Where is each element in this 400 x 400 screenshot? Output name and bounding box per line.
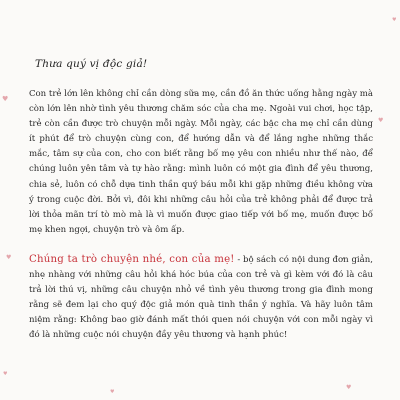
book-title-highlight: Chúng ta trò chuyện nhé, con của mẹ!	[29, 253, 235, 265]
intro-paragraph: Con trẻ lớn lên không chỉ cần dòng sữa mẹ, cần đồ ăn thức uống hằng ngày mà còn lớn lên nhờ tình yêu thương chăm sóc của cha mẹ. Ngoài vui chơi, học tập, trẻ còn cần được trò chuyện mỗi ngày. Mỗi ngày, các bậc cha mẹ chỉ cần dùng ít phút để trò chuyện cùng con, để hướng dẫn và để lắng nghe những thắc mắc, tâm sự của con, cho con biết rằng bố mẹ yêu con nhiều như thế nào, để chúng luôn yên tâm và tự hào rằng: mình luôn có một gia đình để yêu thương, chia sẻ, luôn có chỗ dựa tinh thần quý báu mỗi khi gặp những điều không vừa ý trong cuộc đời. Bởi vì, đôi khi những câu hỏi của trẻ không phải để được trả lời thỏa mãn trí tò mò mà là vì muốn được giao tiếp với bố mẹ, muốn được bố mẹ khen ngợi, chuyện trò và ôm ấp.	[29, 89, 373, 235]
heart-icon: ♥	[6, 254, 12, 261]
greeting-heading: Thưa quý vị độc giả!	[35, 58, 148, 70]
book-description-text: - bộ sách có nội dung đơn giản, nhẹ nhàng với những câu hỏi khá hóc búa của con trẻ và gì kèm với đó là câu trả lời thú vị, những câu chuyện nhỏ về tình yêu thương trong gia đình mong rằng sẽ đem lại cho quý độc giả món quà tinh thần ý nghĩa. Và hãy luôn tâm niệm rằng: Không bao giờ đánh mất thói quen nói chuyện với con mỗi ngày vì đó là những cuộc nói chuyện đầy yêu thương và hạnh phúc!	[29, 254, 373, 341]
heart-icon: ♥	[3, 371, 8, 377]
heart-icon: ♥	[110, 389, 115, 395]
heart-icon: ♥	[346, 384, 352, 391]
heart-icon: ♥	[392, 17, 397, 23]
heart-icon: ♥	[378, 117, 384, 124]
heart-icon: ♥	[2, 95, 9, 103]
book-description-paragraph	[29, 252, 373, 344]
preface-page	[29, 58, 373, 344]
